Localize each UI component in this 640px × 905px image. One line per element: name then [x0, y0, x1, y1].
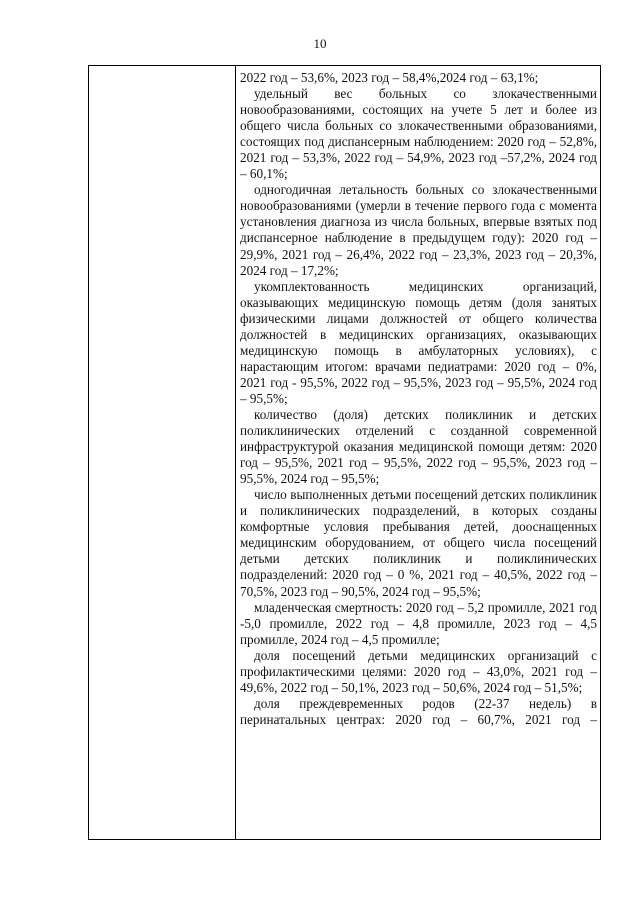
paragraph: число выполненных детьми посещений детских поликлиник и поликлинических подразделений, в которых созданы комфортные условия пребывания детей, дооснащенных медицинским оборудованием, от общего числа посещений детьми детских поликлиник и поликлинических подразделений: 2020 год – 0 %, 2021 год – 40,5%, 2022 год – 70,5%, 2023 год – 90,5%, 2024 год – 95,5%;: [240, 487, 597, 599]
page-number: 10: [313, 36, 327, 51]
column-divider: [235, 66, 236, 839]
document-table: [88, 65, 601, 840]
paragraph: 2022 год – 53,6%, 2023 год – 58,4%,2024 год – 63,1%;: [240, 70, 539, 85]
paragraph: одногодичная летальность больных со злокачественными новообразованиями (умерли в течение первого года с момента установления диагноза из числа больных, впервые взятых под диспансерное наблюдение в предыдущем году): 2020 год – 29,9%, 2021 год – 26,4%, 2022 год – 23,3%, 2023 год – 20,3%, 2024 год – 17,2%;: [240, 182, 597, 278]
paragraph: удельный вес больных со злокачественными новообразованиями, состоящих на учете 5 лет и более из общего числа больных со злокачественными образованиями, состоящих под диспансерным наблюдением: 2020 год – 52,8%, 2021 год – 53,3%, 2022 год – 54,9%, 2023 год –57,2%, 2024 год – 60,1%;: [240, 86, 597, 182]
paragraph: младенческая смертность: 2020 год – 5,2 промилле, 2021 год -5,0 промилле, 2022 год – 4,8 промилле, 2023 год – 4,5 промилле, 2024 год – 4,5 промилле;: [240, 599, 597, 647]
table-cell-content: [240, 70, 597, 839]
paragraph: укомплектованность медицинских организаций, оказывающих медицинскую помощь детям (доля занятых физическими лицами должностей от общего количества должностей в медицинских организациях, оказывающих медицинскую помощь в амбулаторных условиях), с нарастающим итогом: врачами педиатрами: 2020 год – 0%, 2021 год - 95,5%, 2022 год – 95,5%, 2023 год – 95,5%, 2024 год – 95,5%;: [240, 278, 597, 406]
paragraph: количество (доля) детских поликлиник и детских поликлинических отделений с созданной современной инфраструктурой оказания медицинской помощи детям: 2020 год – 95,5%, 2021 год – 95,5%, 2022 год – 95,5%, 2023 год –95,5%, 2024 год – 95,5%;: [240, 406, 597, 487]
paragraph: доля посещений детьми медицинских организаций с профилактическими целями: 2020 год – 43,0%, 2021 год – 49,6%, 2022 год – 50,1%, 2023 год – 50,6%, 2024 год – 51,5%;: [240, 647, 597, 695]
paragraph: доля преждевременных родов (22-37 недель) в перинатальных центрах: 2020 год – 60,7%, 2021 год –: [240, 695, 597, 727]
